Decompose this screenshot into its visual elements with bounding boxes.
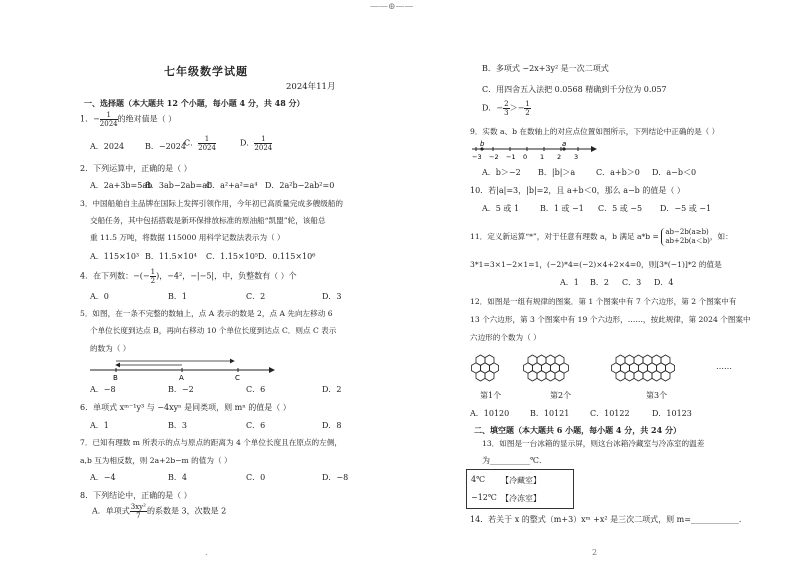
- q12-option-a[interactable]: A．10120: [470, 409, 510, 418]
- q5-point-c: C: [235, 374, 240, 382]
- header-mark: ——⊕——: [370, 2, 414, 12]
- hexagon-shape: [533, 363, 542, 373]
- q4-option-b[interactable]: B．1: [168, 292, 187, 301]
- q7-line-2: a,b 互为相反数，则 2a+2b−m 的值为（ ）: [80, 456, 232, 465]
- q4-stem: 4．在下列数：−(− $\frac{1}{2}$ )，−4²，−|−5|，中，负整数有（ ）个: [80, 268, 297, 285]
- q13-line-2[interactable]: 为__________℃．: [482, 456, 547, 465]
- q9-tick-label: 1: [540, 153, 545, 161]
- q7-option-a[interactable]: A．−4: [90, 473, 116, 482]
- hexagon-shape: [648, 363, 657, 373]
- q13-line-1: 13．如图是一台冰箱的显示屏，则这台冰箱冷藏室与冷冻室的温差: [482, 439, 705, 448]
- q5-point-b: B: [113, 374, 118, 382]
- q9-stem: 9．实数 a、b 在数轴上的对应点位置如图所示，下列结论中正确的是（ ）: [470, 127, 720, 136]
- hexagon-shape: [472, 363, 481, 373]
- q3-option-a[interactable]: A．115×10³: [90, 252, 140, 261]
- q3-option-b[interactable]: B．11.5×10⁴: [145, 252, 197, 261]
- q2-option-d[interactable]: D．2a²b−2ab²=0: [265, 181, 335, 190]
- q4-option-d[interactable]: D．3: [322, 292, 342, 301]
- q12-caption-more: ……: [716, 362, 732, 371]
- q12-caption-2: 第2个: [550, 391, 572, 400]
- hexagon-shape: [621, 363, 630, 373]
- q8-stem: 8．下列结论中，正确的是（ ）: [80, 491, 192, 500]
- q8-option-a[interactable]: A．单项式 $\frac{\text{3xy²}}{7}$ 的系数是 3，次数是 2: [92, 503, 227, 520]
- q11-line-2: 3*1=3×1−2×1=1，(−2)*4=(−2)×4+2×4=0，则[3*(−1)]*2 的值是: [470, 260, 722, 269]
- q9-tick-label: −1: [506, 153, 516, 161]
- q1-option-b[interactable]: B．−2024: [145, 142, 186, 151]
- q13-freezer-temp: −12℃: [471, 493, 497, 502]
- q3-line-2: 交船任务，其中包括搭载是新环保排放标准的原油船“凯盟”轮，该船总: [90, 216, 326, 225]
- q10-option-d[interactable]: D．−5 或 −1: [660, 204, 712, 213]
- q3-option-c[interactable]: C．1.15×10⁵: [206, 252, 259, 261]
- q13-fridge-temp: 4℃: [471, 475, 486, 484]
- q1-fraction: $\frac{1}{2024}$: [99, 111, 118, 128]
- q3-line-3: 重 11.5 万吨，将数据 115000 用科学记数法表示为（ ）: [90, 233, 285, 242]
- q11-option-a[interactable]: A．1: [560, 278, 579, 287]
- q8-option-c[interactable]: C．用四舍五入法把 0.0568 精确到千分位为 0.057: [482, 85, 667, 94]
- q7-option-c[interactable]: C．0: [246, 473, 266, 482]
- q5-option-d[interactable]: D．2: [322, 385, 342, 394]
- q2-option-c[interactable]: C．a²+a²=a⁴: [206, 181, 258, 190]
- q9-tick-label: 3: [574, 153, 579, 161]
- hexagon-shape: [666, 363, 675, 373]
- q4-option-a[interactable]: A．0: [90, 292, 109, 301]
- footer-page-number: 2: [592, 548, 598, 557]
- q1-option-a[interactable]: A．2024: [90, 142, 125, 151]
- q8-option-d[interactable]: D．− $\frac{2}{3}$ ＞− $\frac{1}{2}$: [482, 100, 530, 117]
- q12-line-1: 12．如图是一组有规律的图案．第 1 个图案中有 7 个六边形，第 2 个图案中有: [470, 297, 737, 306]
- q9-point-a: a: [562, 140, 567, 148]
- q5-option-b[interactable]: B．−2: [168, 385, 194, 394]
- footer-left-mark: .: [205, 548, 208, 557]
- q4-option-c[interactable]: C．2: [246, 292, 266, 301]
- q9-point-b: b: [480, 140, 485, 148]
- q12-caption-1: 第1个: [480, 391, 502, 400]
- q5-option-c[interactable]: C．6: [246, 385, 266, 394]
- q7-option-d[interactable]: D．−8: [322, 473, 349, 482]
- q9-option-c[interactable]: C．a+b＞0: [596, 168, 640, 177]
- q12-hexagon-pattern-figure: [466, 348, 716, 388]
- q11-option-b[interactable]: B．2: [590, 278, 609, 287]
- q14-stem[interactable]: 14．若关于 x 的整式（m+3）xᵐ +x² 是三次二项式，则 m=____________．: [470, 515, 747, 524]
- q5-number-line-figure: [88, 356, 278, 382]
- q6-option-d[interactable]: D．8: [322, 421, 342, 430]
- hexagon-shape: [560, 363, 569, 373]
- q3-line-1: 3．中国船舶自主品牌在国际上发挥引领作用，今年初已高质量完成多艘级船的: [80, 199, 344, 208]
- q10-stem: 10．若|a|=3，|b|=2，且 a+b＜0，那么 a−b 的值是（ ）: [470, 186, 685, 195]
- q5-option-a[interactable]: A．−8: [90, 385, 116, 394]
- hexagon-shape: [639, 363, 648, 373]
- q9-tick-label: 2: [557, 153, 562, 161]
- q1-option-c[interactable]: C． $\frac{1}{2024}$: [184, 135, 216, 152]
- q6-stem: 6．单项式 xᵐ⁻¹y³ 与 −4xyⁿ 是同类项，则 mⁿ 的值是（ ）: [80, 403, 291, 412]
- hexagon-shape: [630, 363, 639, 373]
- q5-point-a: A: [179, 374, 184, 382]
- q10-option-a[interactable]: A．5 或 1: [482, 204, 520, 213]
- q12-line-3: 六边形的个数为（ ）: [470, 333, 541, 342]
- q13-fridge-display: [466, 469, 574, 509]
- q3-option-d[interactable]: D．0.115×10⁶: [258, 252, 316, 261]
- q13-fridge-label: 【冷藏室】: [501, 476, 541, 485]
- q7-line-1: 7．已知有理数 m 所表示的点与原点的距离为 4 个单位长度且在原点的左侧，: [80, 438, 342, 447]
- page-title: 七年级数学试题: [164, 65, 248, 78]
- q12-caption-3: 第3个: [646, 391, 668, 400]
- hexagon-shape: [490, 363, 499, 373]
- q9-option-d[interactable]: D．a−b＜0: [652, 168, 697, 177]
- q9-option-a[interactable]: A．b＞−2: [482, 168, 521, 177]
- q8-option-b[interactable]: B．多项式 −2x+3y² 是一次二项式: [482, 64, 609, 73]
- q1-stem: 1．− $\frac{1}{2024}$ 的绝对值是（ ）: [80, 111, 177, 128]
- hexagon-shape: [542, 363, 551, 373]
- q1-option-d[interactable]: D． $\frac{1}{2024}$: [240, 135, 273, 152]
- q2-stem: 2．下列运算中，正确的是（ ）: [80, 164, 192, 173]
- q12-option-b[interactable]: B．10121: [530, 409, 570, 418]
- q9-number-line-figure: [470, 140, 600, 162]
- section1-heading: 一、选择题（本大题共 12 个小题，每小题 4 分，共 48 分）: [84, 98, 305, 108]
- q6-option-b[interactable]: B．3: [168, 421, 187, 430]
- q9-tick-label: −3: [472, 153, 482, 161]
- q5-line-2: 个单位长度到达点 B，再向右移动 10 个单位长度到达点 C．则点 C 表示: [90, 326, 337, 335]
- exam-date: 2024年11月: [286, 82, 336, 92]
- q9-tick-label: 0: [523, 153, 528, 161]
- q2-option-b[interactable]: B．3ab−2ab=ab: [145, 181, 213, 190]
- q10-option-c[interactable]: C．5 或 −5: [598, 204, 643, 213]
- hexagon-shape: [657, 363, 666, 373]
- q11-option-c[interactable]: C．3: [622, 278, 642, 287]
- q2-option-a[interactable]: A．2a+3b=5ab: [90, 181, 153, 190]
- hexagon-shape: [612, 363, 621, 373]
- q5-line-1: 5．如图，在一条不完整的数轴上，点 A 表示的数是 2，点 A 先向左移动 6: [80, 309, 333, 318]
- q9-tick-label: −2: [489, 153, 499, 161]
- hexagon-shape: [481, 363, 490, 373]
- q6-option-c[interactable]: C．6: [246, 421, 266, 430]
- q7-option-b[interactable]: B．4: [168, 473, 187, 482]
- q12-option-c[interactable]: C．10122: [590, 409, 630, 418]
- q9-option-b[interactable]: B．|b|＞a: [538, 168, 576, 177]
- q13-freezer-label: 【冷冻室】: [501, 494, 541, 503]
- hexagon-shape: [524, 363, 533, 373]
- q11-option-d[interactable]: D．4: [654, 278, 674, 287]
- q12-option-d[interactable]: D．10123: [652, 409, 692, 418]
- q6-option-a[interactable]: A．1: [90, 421, 109, 430]
- section2-heading: 二、填空题（本大题共 6 小题，每小题 4 分，共 24 分）: [474, 425, 681, 435]
- q11-stem: 11．定义新运算“*”，对于任意有理数 a，b 满足 a*b = ab−2b(a≥b) ab+2b(a＜b) ，如：: [470, 228, 733, 245]
- hexagon-shape: [551, 363, 560, 373]
- q12-line-2: 13 个六边形，第 3 个图案中有 19 个六边形，……，按此规律，第 2024 个图案中: [470, 315, 751, 324]
- q5-line-3: 的数为（ ）: [90, 344, 131, 353]
- q10-option-b[interactable]: B．1 或 −1: [540, 204, 584, 213]
